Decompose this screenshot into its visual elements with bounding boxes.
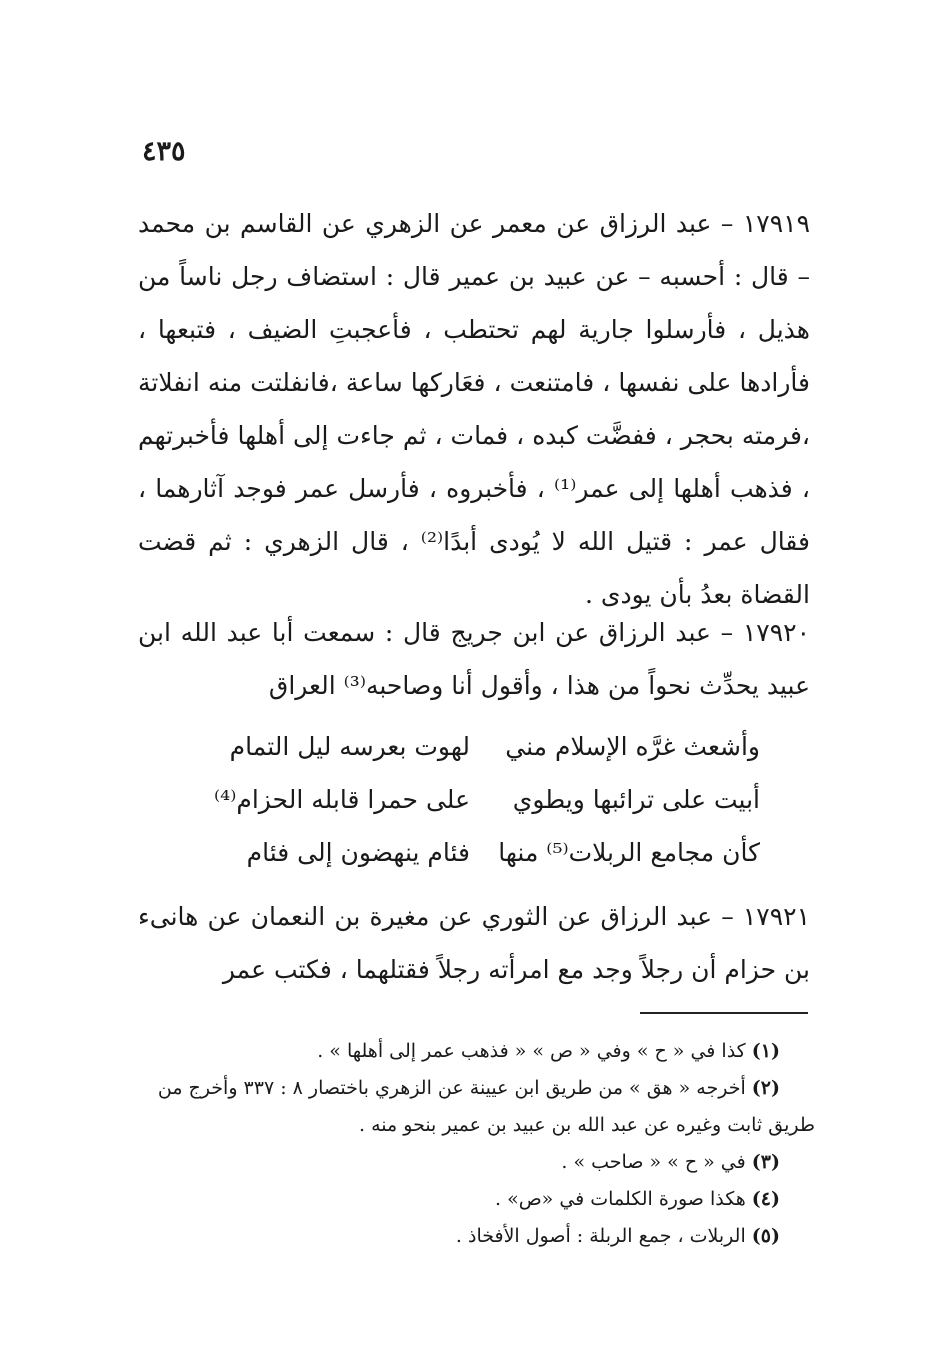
verse-first-hemistich: أبيت على ترائبها ويطوي [512, 785, 760, 814]
footnote-text: الربلات ، جمع الربلة : أصول الأفخاذ . [455, 1225, 746, 1247]
footnote-item [135, 1181, 815, 1218]
footnotes [135, 1033, 815, 1255]
footnote-item [135, 1033, 815, 1070]
hadith-17919-text: ١٧٩١٩ – عبد الرزاق عن معمر عن الزهري عن القاسم بن محمد – قال : أحسبه – عن عبيد بن عمير قال : استضاف رجل ناساً من هذيل ، فأرسلوا جارية لهم تحتطب ، فأعجبتِ الضيف ، فتبعها ، فأرادها على نفسها ، فامتنعت ، فعَاركها ساعة ،فانفلتت منه انفلاتة ،فرمته بحجر ، ففضَّت كبده ، فمات ، ثم جاءت إلى أهلها فأخبرتهم ، فذهب أهلها إلى عمر⁽¹⁾ ، فأخبروه ، فأرسل عمر فوجد آثارهما ، فقال عمر : قتيل الله لا يُودى أبدًا⁽²⁾ ، قال الزهري : ثم قضت القضاة بعدُ بأن يودى . [138, 209, 810, 609]
page-number: ٤٣٥ [142, 136, 186, 167]
verse-second-hemistich: على حمرا قابله الحزام⁽⁴⁾ [214, 785, 470, 814]
verse-line [190, 773, 760, 826]
verse-line [190, 826, 760, 879]
footnote-text: أخرجه « هق » من طريق ابن عيينة عن الزهري باختصار ٨ : ٣٣٧ وأخرج من طريق ثابت وغيره عن عبد الله بن عبيد بن عمير بنحو منه . [157, 1077, 815, 1136]
footnote-text: في « ح » « صاحب » . [561, 1151, 746, 1173]
footnote-text: كذا في « ح » وفي « ص » « فذهب عمر إلى أهلها » . [317, 1040, 746, 1062]
hadith-17919 [138, 197, 810, 621]
verse-first-hemistich: كأن مجامع الربلات⁽⁵⁾ منها [498, 838, 760, 867]
verse-second-hemistich: لهوت بعرسه ليل التمام [229, 732, 470, 761]
footnote-number: (٤) [751, 1188, 780, 1210]
footnote-number: (٣) [751, 1151, 780, 1173]
verse-second-hemistich: فئام ينهضون إلى فئام [246, 838, 470, 867]
hadith-17920 [138, 606, 810, 712]
footnote-number: (٢) [751, 1077, 780, 1099]
hadith-17921-text: ١٧٩٢١ – عبد الرزاق عن الثوري عن مغيرة بن النعمان عن هانىء بن حزام أن رجلاً وجد مع امرأته رجلاً فقتلهما ، فكتب عمر [138, 902, 810, 984]
hadith-17921 [138, 890, 810, 996]
verse-line [190, 720, 760, 773]
footnote-separator [640, 1012, 808, 1014]
hadith-17920-text: ١٧٩٢٠ – عبد الرزاق عن ابن جريج قال : سمعت أبا عبد الله ابن عبيد يحدِّث نحواً من هذا ، وأقول أنا وصاحبه⁽³⁾ العراق [138, 618, 810, 700]
footnote-item [135, 1070, 815, 1144]
footnote-item [135, 1218, 815, 1255]
verse-first-hemistich: وأشعث غرَّه الإسلام مني [505, 732, 760, 761]
footnote-item [135, 1144, 815, 1181]
footnote-number: (٥) [751, 1225, 780, 1247]
poem-verses [190, 720, 760, 879]
footnote-number: (١) [751, 1040, 780, 1062]
footnote-text: هكذا صورة الكلمات في «ص» . [495, 1188, 746, 1210]
